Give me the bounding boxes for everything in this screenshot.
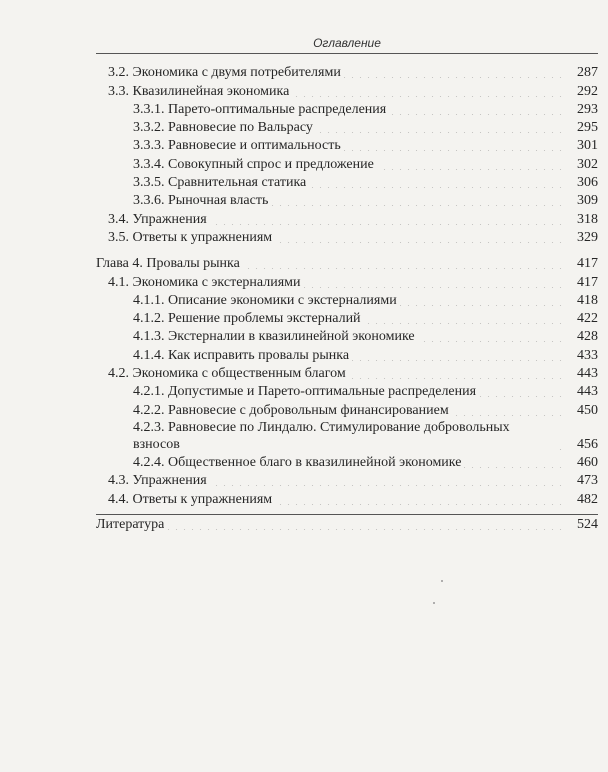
toc-entry — [96, 345, 598, 363]
toc-entry-page: 292 — [577, 83, 598, 99]
toc-entry-title: 4.1.4. Как исправить провалы рынка — [133, 347, 350, 363]
toc-entry — [96, 254, 598, 272]
toc-entry-title: 4.2.1. Допустимые и Парето-оптимальные распределения — [133, 384, 477, 400]
toc-entry-title: 3.3.6. Рыночная власть — [133, 193, 269, 209]
toc-entry — [96, 471, 598, 489]
toc-entry-page: 287 — [577, 65, 598, 81]
toc-entry-title: 3.3.2. Равновесие по Вальрасу — [133, 120, 313, 136]
dot-leader — [377, 164, 563, 170]
toc-entry-page: 460 — [577, 454, 598, 470]
dot-leader — [452, 410, 563, 416]
dot-leader — [418, 336, 563, 342]
toc-entry-page: 443 — [577, 366, 598, 382]
dot-leader — [479, 391, 563, 397]
toc-entry — [96, 81, 598, 99]
toc-section-chapter-3 — [96, 63, 598, 246]
toc-entry-title: 4.2.4. Общественное благо в квазилинейной экономике — [133, 454, 462, 470]
paper-speck — [433, 602, 435, 604]
dot-leader — [304, 282, 563, 288]
toc-entry-title: 3.2. Экономика с двумя потребителями — [108, 65, 341, 81]
toc-entry — [96, 63, 598, 81]
toc-section-chapter-4 — [96, 254, 598, 508]
toc-entry-title: 4.1. Экономика с экстерналиями — [108, 274, 301, 290]
header-rule — [96, 53, 598, 54]
toc-entry-page: 295 — [577, 120, 598, 136]
toc-entry-page: 418 — [577, 292, 598, 308]
dot-leader — [364, 318, 563, 324]
dot-leader — [210, 480, 563, 486]
dot-leader — [344, 72, 563, 78]
toc-entry — [96, 228, 598, 246]
toc-entry-page: 293 — [577, 101, 598, 117]
toc-entry-page: 450 — [577, 402, 598, 418]
dot-leader — [210, 219, 563, 225]
toc-entry — [96, 291, 598, 309]
toc-entry-title: 4.2.3. Равновесие по Линдалю. Стимулирование добровольных взносов — [133, 419, 510, 452]
toc-entry-page: 306 — [577, 175, 598, 191]
dot-leader — [309, 182, 563, 188]
toc-entry — [96, 515, 598, 533]
toc-entry-title: 3.3.5. Сравнительная статика — [133, 175, 307, 191]
toc-entry-page: 417 — [577, 274, 598, 290]
toc-entry-page: 428 — [577, 329, 598, 345]
toc-entry — [96, 309, 598, 327]
dot-leader — [389, 109, 563, 115]
toc-entry-title: 3.3.3. Равновесие и оптимальность — [133, 138, 341, 154]
dot-leader — [271, 200, 563, 206]
toc-entry — [96, 364, 598, 382]
toc-entry — [96, 489, 598, 507]
toc-entry-page: 329 — [577, 229, 598, 245]
dot-leader — [464, 462, 563, 468]
toc-entry-page: 433 — [577, 347, 598, 363]
table-of-contents — [96, 63, 598, 533]
toc-entry-title: 3.3.4. Совокупный спрос и предложение — [133, 156, 374, 172]
toc-entry — [96, 419, 598, 453]
toc-section-references — [96, 515, 598, 533]
toc-entry — [96, 327, 598, 345]
toc-entry-title: Глава 4. Провалы рынка — [96, 256, 240, 272]
toc-entry-page: 422 — [577, 311, 598, 327]
toc-entry-title: 4.1.3. Экстерналии в квазилинейной экономике — [133, 329, 415, 345]
toc-entry-page: 482 — [577, 491, 598, 507]
toc-entry-title: 4.1.2. Решение проблемы экстерналий — [133, 311, 361, 327]
running-header: Оглавление — [313, 36, 381, 50]
toc-entry-page: 443 — [577, 384, 598, 400]
toc-entry-title: 4.4. Ответы к упражнениям — [108, 491, 273, 507]
toc-entry — [96, 118, 598, 136]
dot-leader — [275, 499, 563, 505]
dot-leader — [316, 127, 563, 133]
toc-entry-page: 524 — [577, 516, 598, 532]
toc-entry-page: 302 — [577, 156, 598, 172]
toc-entry-page: 309 — [577, 193, 598, 209]
toc-entry — [96, 272, 598, 290]
toc-entry-title: Литература — [96, 516, 165, 532]
toc-entry-page: 318 — [577, 211, 598, 227]
dot-leader — [275, 237, 563, 243]
toc-entry-title: 4.2. Экономика с общественным благом — [108, 366, 346, 382]
toc-entry-title: 3.4. Упражнения — [108, 211, 207, 227]
toc-entry-title: 3.5. Ответы к упражнениям — [108, 229, 273, 245]
toc-entry — [96, 136, 598, 154]
toc-entry — [96, 154, 598, 172]
paper-speck — [441, 580, 443, 582]
toc-entry-title: 3.3.1. Парето-оптимальные распределения — [133, 101, 387, 117]
dot-leader — [167, 524, 563, 530]
toc-entry-page: 417 — [577, 256, 598, 272]
toc-entry-title: 4.3. Упражнения — [108, 473, 207, 489]
toc-entry-title: 4.2.2. Равновесие с добровольным финансированием — [133, 402, 449, 418]
toc-entry — [96, 100, 598, 118]
toc-entry-page: 456 — [577, 436, 598, 452]
toc-entry-title: 4.1.1. Описание экономики с экстерналиями — [133, 292, 397, 308]
dot-leader — [243, 263, 563, 269]
dot-leader — [344, 145, 563, 151]
toc-entry — [96, 209, 598, 227]
toc-entry — [96, 400, 598, 418]
dot-leader — [349, 373, 563, 379]
toc-entry — [96, 191, 598, 209]
toc-entry-page: 473 — [577, 473, 598, 489]
dot-leader — [292, 91, 563, 97]
toc-entry-page: 301 — [577, 138, 598, 154]
dot-leader — [352, 355, 563, 361]
dot-leader — [555, 444, 563, 450]
toc-entry — [96, 453, 598, 471]
toc-entry-title: 3.3. Квазилинейная экономика — [108, 83, 290, 99]
dot-leader — [400, 300, 563, 306]
toc-entry — [96, 173, 598, 191]
toc-entry — [96, 382, 598, 400]
